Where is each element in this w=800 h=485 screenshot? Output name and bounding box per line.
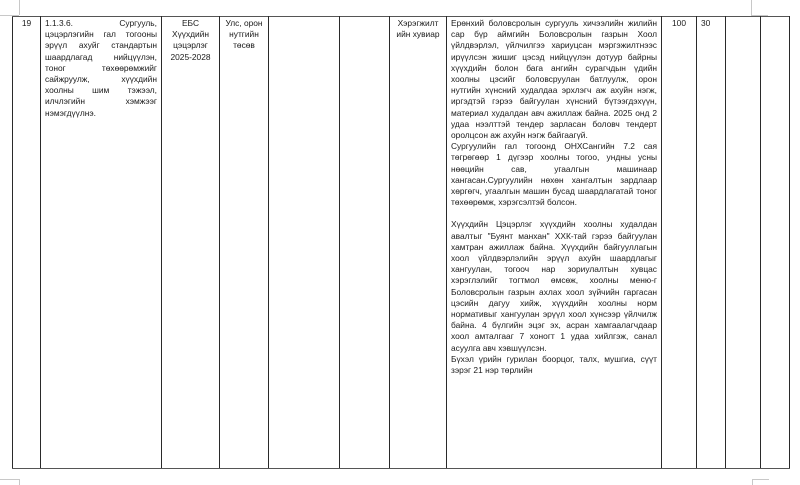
- responsible-text: ЕБС Хүүхдийн цэцэрлэг 2025-2028: [170, 18, 211, 62]
- activity-cell: [41, 17, 162, 469]
- indicator-cell: [390, 17, 447, 469]
- crop-mark-bottom-right: [752, 479, 769, 480]
- empty-cell-6: [340, 17, 390, 469]
- crop-mark-bottom-right-v: [752, 479, 753, 485]
- crop-mark-bottom-left: [0, 479, 19, 480]
- report-content: [451, 18, 657, 468]
- empty-cell-5: [269, 17, 340, 469]
- report-cell: [447, 17, 662, 469]
- score-1: 100: [672, 18, 686, 28]
- table-row: [13, 17, 790, 469]
- funding-text: Улс, орон нутгийн төсөв: [225, 18, 263, 51]
- report-paragraph-3: Хүүхдийн Цэцэрлэг хүүхдийн хоолны худалдан авалтыг "Буянт манхан" ХХК-тай гэрээ байгуулан хамтран ажиллаж байна. Хүүхдийн байгууллагын хоол үйлдвэрлэлийн эрүүл ахуйн шаардлагыг хангуулан, тогооч нар зориулалтын хувцас хэрэглэлийг тогтмол өмсөж, хоолны меню-г Боловсролын газрын ахлах хоол зүйчийн гаргасан цэсийн дагуу хийж, хүүхдийн хоолны норм нормативыг хангуулан эрүүл хоол хүнсээр үйлчилж байна. 4 бүлгийн эцэг эх, асран хамгаалагчдаар хоол амталгааг 7 хоногт 1 удаа хийлгэж, санал асуулга авч хэвшүүлсэн.: [451, 219, 657, 353]
- responsible-cell: [162, 17, 220, 469]
- crop-mark-bottom-left-v: [19, 479, 20, 485]
- report-paragraph-4: Бүхэл үрийн гурилан боорцог, талх, мушгиа, сүүт зэрэг 21 нэр төрлийн: [451, 353, 657, 376]
- report-paragraph-1: Ерөнхий боловсролын сургууль хичээлийн жилийн сар бүр аймгийн Боловсролын газрын Хоол үйлдвэрлэл, үйлчилгээ хариуцсан мэргэжилтнээс ирүүлсэн жишиг цэсэд нийцүүлэн дотуур байрны хүүхдийн болон бага ангийн сурагчдын үдийн хоолны цэсийг боловсруулан батлуулж, орон нутгийн хүнсний худалдаа эрхлэгч аж ахуйн нэгж, иргэдтэй гэрээ байгуулан хүнсний бүтээгдэхүүн, материал худалдан авч ажиллаж байна. 2025 онд 2 удаа нээлттэй тендер зарласан боловч тендерт оролцсон аж ахуйн нэгж байгаагүй.: [451, 18, 657, 141]
- crop-mark-top-left: [19, 0, 20, 15]
- empty-cell-11: [726, 17, 761, 469]
- row-number: 19: [21, 18, 32, 28]
- score-1-cell: [662, 17, 697, 469]
- activity-text: 1.1.3.6. Сургууль, цэцэрлэгийн гал тогооны эрүүл ахуйг стандартын шаардлагад нийцүүлэн, тоног төхөөрөмжийг сайжруулж, хүүхдийн хоолны шим тэжээл, илчлэгийн хэмжээг нэмэгдүүлнэ.: [45, 18, 157, 118]
- score-2-cell: [697, 17, 726, 469]
- indicator-text: Хэрэгжилт ийн хувиар: [396, 18, 440, 40]
- score-2: 30: [701, 18, 711, 28]
- report-paragraph-spacer: [451, 208, 657, 219]
- plan-report-table: [12, 16, 790, 469]
- report-paragraph-2: Сургуулийн гал тогоонд ОНХСангийн 7.2 сая төгрөгөөр 1 дүгээр хоолны тогоо, ундны усны нөөцийн сав, угаалгын машинаар хангасан.Сургуулийн нөхөн хангалтын зардлаар хөргөгч, угаалгын машин бусад шаардлагатай тоног төхөөрөмж, хэрэгсэлтэй болсон.: [451, 141, 657, 208]
- funding-cell: [220, 17, 269, 469]
- row-number-cell: [13, 17, 41, 469]
- empty-cell-12: [761, 17, 790, 469]
- crop-mark-top-right: [751, 0, 752, 15]
